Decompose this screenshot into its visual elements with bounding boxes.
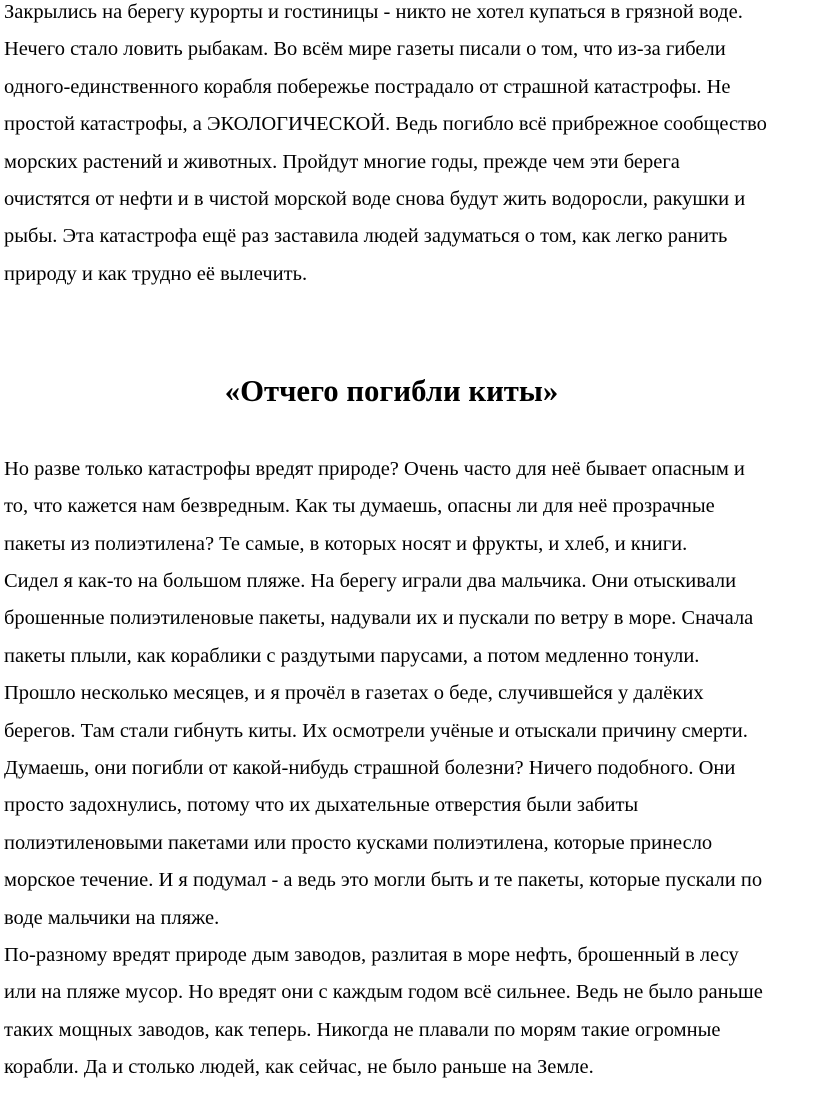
text-line: берегов. Там стали гибнуть киты. Их осмотрели учёные и отыскали причину смерти. [4, 719, 748, 742]
text-line: простой катастрофы, а ЭКОЛОГИЧЕСКОЙ. Ведь погибло всё прибрежное сообщество [4, 113, 767, 136]
paragraph-conclusion [4, 937, 763, 1087]
text-line: морское течение. И я подумал - а ведь это могли быть и те пакеты, которые пускали по [4, 869, 763, 892]
text-line: корабли. Да и столько людей, как сейчас, не было раньше на Земле. [4, 1056, 594, 1079]
story-title: «Отчего погибли киты» [224, 374, 559, 408]
text-line: морских растений и животных. Пройдут многие годы, прежде чем эти берега [4, 150, 680, 173]
text-line: Сидел я как-то на большом пляже. На берегу играли два мальчика. Они отыскивали [4, 570, 737, 592]
paragraph-intro [4, 0, 767, 293]
text-line: Нечего стало ловить рыбакам. Во всём мире газеты писали о том, что из-за гибели [4, 38, 726, 61]
text-line: рыбы. Эта катастрофа ещё раз заставила людей задуматься о том, как легко ранить [4, 225, 728, 248]
text-line: Закрылись на берегу курорты и гостиницы - никто не хотел купаться в грязной воде. [4, 1, 743, 23]
paragraph-question [4, 451, 745, 563]
text-line: очистятся от нефти и в чистой морской воде снова будут жить водоросли, ракушки и [4, 187, 746, 210]
text-line: природу и как трудно её вылечить. [4, 262, 308, 285]
text-line: пакеты плыли, как кораблики с раздутыми парусами, а потом медленно тонули. [4, 644, 700, 667]
text-line: полиэтиленовыми пакетами или просто кусками полиэтилена, которые принесло [4, 831, 713, 854]
text-line: Думаешь, они погибли от какой-нибудь страшной болезни? Ничего подобного. Они [4, 756, 736, 779]
text-line: таких мощных заводов, как теперь. Никогда не плавали по морям такие огромные [4, 1018, 721, 1041]
paragraph-story [4, 563, 762, 937]
text-line: По-разному вредят природе дым заводов, разлитая в море нефть, брошенный в лесу [4, 944, 739, 966]
text-line: одного-единственного корабля побережье пострадало от страшной катастрофы. Не [4, 75, 731, 98]
text-line: брошенные полиэтиленовые пакеты, надували их и пускали по ветру в море. Сначала [4, 607, 754, 630]
text-line: Но разве только катастрофы вредят природе? Очень часто для неё бывает опасным и [4, 458, 745, 480]
text-line: то, что кажется нам безвредным. Как ты думаешь, опасны ли для неё прозрачные [4, 495, 715, 518]
text-line: или на пляже мусор. Но вредят они с каждым годом всё сильнее. Ведь не было раньше [4, 981, 763, 1004]
text-line: Прошло несколько месяцев, и я прочёл в газетах о беде, случившейся у далёких [4, 682, 704, 705]
text-line: просто задохнулись, потому что их дыхательные отверстия были забиты [4, 794, 639, 817]
text-line: пакеты из полиэтилена? Те самые, в которых носят и фрукты, и хлеб, и книги. [4, 532, 688, 555]
text-line: воде мальчики на пляже. [4, 906, 220, 929]
